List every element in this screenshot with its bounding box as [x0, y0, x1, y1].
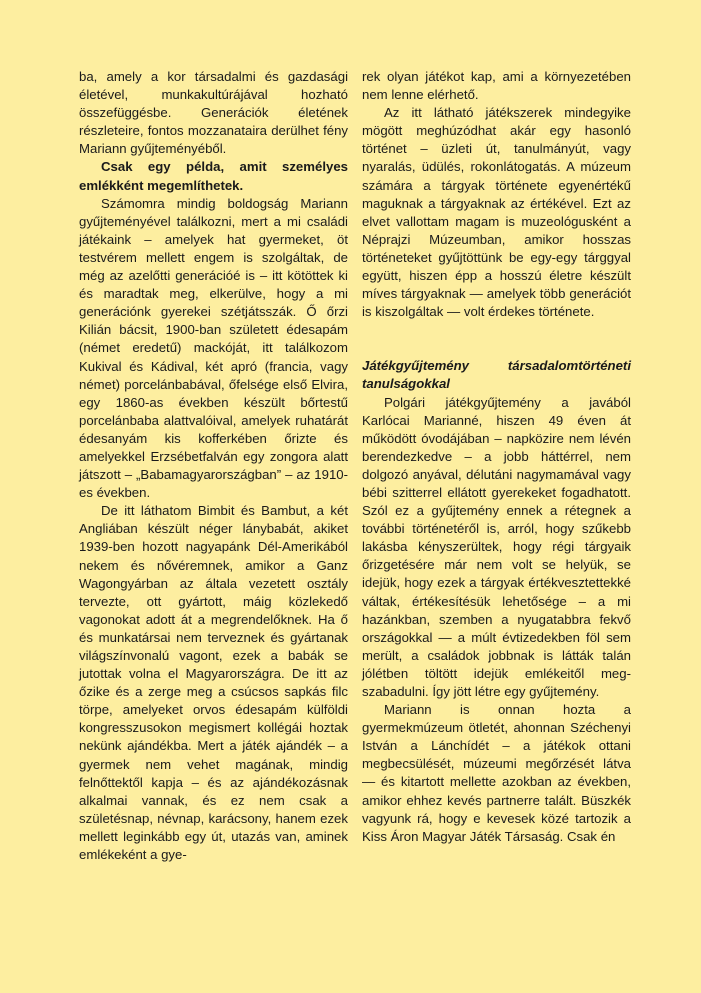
paragraph: Mariann is onnan hozta a gyermekmúzeum ötletét, ahonnan Széchenyi István a Lánchídét – a játékok ottani megbecsülését, múzeumi megőrzését látva — és kitartott mellette azokban az években, amikor ehhez kevés partnerre talált. Büszkék vagyunk rá, hogy e kevesek közé tartozik a Kiss Áron Magyar Játék Társaság. Csak én [362, 702, 631, 844]
paragraph: ba, amely a kor társadalmi és gazdasági életével, munkakultúrájával hozható összefüggésbe. Generációk életének részleteire, fontos mozzanataira derülhet fény Mariann gyűjteményéből. [79, 69, 348, 157]
right-column [362, 68, 631, 846]
paragraph: Számomra mindig boldogság Mariann gyűjteményével találkozni, mert a mi családi játékaink – amelyek hat gyermeket, öt testvérem mellett engem is szolgáltak, de még az azelőtti generációé is – itt kötöttek ki és maradtak meg, elkerülve, hogy a mi generációnk gyerekei szétjátsszák. Ő őrzi Kilián bácsit, 1900-ban született édesapám (német eredetű) mackóját, itt találkozom Kukival és Kádival, két apró (francia, vagy német) porcelánbabával, őfelsége első Elvira, egy 1860-as években készült bőrtestű porcelánbaba alattvalóival, amelyek ruhatárát édesanyám kis kofferkében őrizte és amelyekkel Erzsébetfalván egy zongora alatt játszott – „Babamagyarországban” – az 1910-es években. [79, 195, 348, 501]
paragraph: Polgári játékgyűjtemény a javából Karlócai Marianné, hiszen 49 éven át működött óvodájában – napközire nem lévén berendezkedve – a jobb háttérrel, nem dolgozó anyával, délutáni nagymamával vagy bébi szitterrel ellátott gyerekeket fogadhatott. Szól ez a gyűjtemény ennek a rétegnek a további történetéről is, arról, hogy szűkebb lakásba kényszerültek, hogy régi tárgyaik őrizgetésére már nem volt se helyük, se idejük, hogy ezek a tárgyak értékvesztettekké váltak, értékesítésük lehetősége – a mi hazánkban, szemben a nyugatabbra fekvő országokkal — a múlt évtizedekben föl sem merült, a családok jobbnak is látták talán jólétben töltött idejük emlékeitől meg- szabadulni. Így jött létre egy gyűjtemény. [362, 394, 631, 699]
paragraph: rek olyan játékot kap, ami a környezetében nem lenne elérhető. [362, 69, 631, 103]
left-column [79, 68, 348, 864]
section-heading: Játékgyűjtemény társadalomtörténeti tanulságokkal [362, 358, 631, 392]
interview-question: Csak egy példa, amit személyes emlékként megemlíthetek. [79, 159, 348, 193]
paragraph: Az itt látható játékszerek mindegyike mögött meghúzódhat akár egy hasonló történet – üzleti út, tanulmányút, vagy nyaralás, üdülés, rokonlátogatás. A múzeum számára a tárgyak története egyenértékű maguknak a tárgyaknak az értékével. Ezt az elvet vallottam magam is muzeológusként a Néprajzi Múzeumban, amikor hosszas történeteket gyűjtöttünk be egy-egy tárggyal együtt, hiszen épp a hosszú életre készült míves tárgyaknak — amelyek több generációt is kiszolgáltak — volt érdekes története. [362, 105, 631, 320]
paragraph: De itt láthatom Bimbit és Bambut, a két Angliában készült néger lánybabát, akiket 1939-ben hozott nagyapánk Dél-Amerikából nekem és nővéremnek, amikor a Ganz Wagongyárban az általa vezetett osztály tervezte, ott gyártott, máig közlekedő vagonokat adott át a megrendelőknek. Ha ő és munkatársai nem terveznek és gyártanak világszínvonalú vagont, ezek a babák se jutottak volna el Magyarországra. De itt az őzike és a zerge meg a csúcsos sapkás filc törpe, amelyeket orvos édesapám külföldi kongresszusokon megismert kollégái hoztak nekünk ajándékba. Mert a játék ajándék – a gyermek nem vehet magának, mindig felnőttektől kapja – és az ajándékozásnak alkalmai vannak, és ez nem csak a születésnap, névnap, karácsony, hanem ezek mellett leginkább egy út, utazás van, aminek emlékeként a gye- [79, 503, 348, 863]
